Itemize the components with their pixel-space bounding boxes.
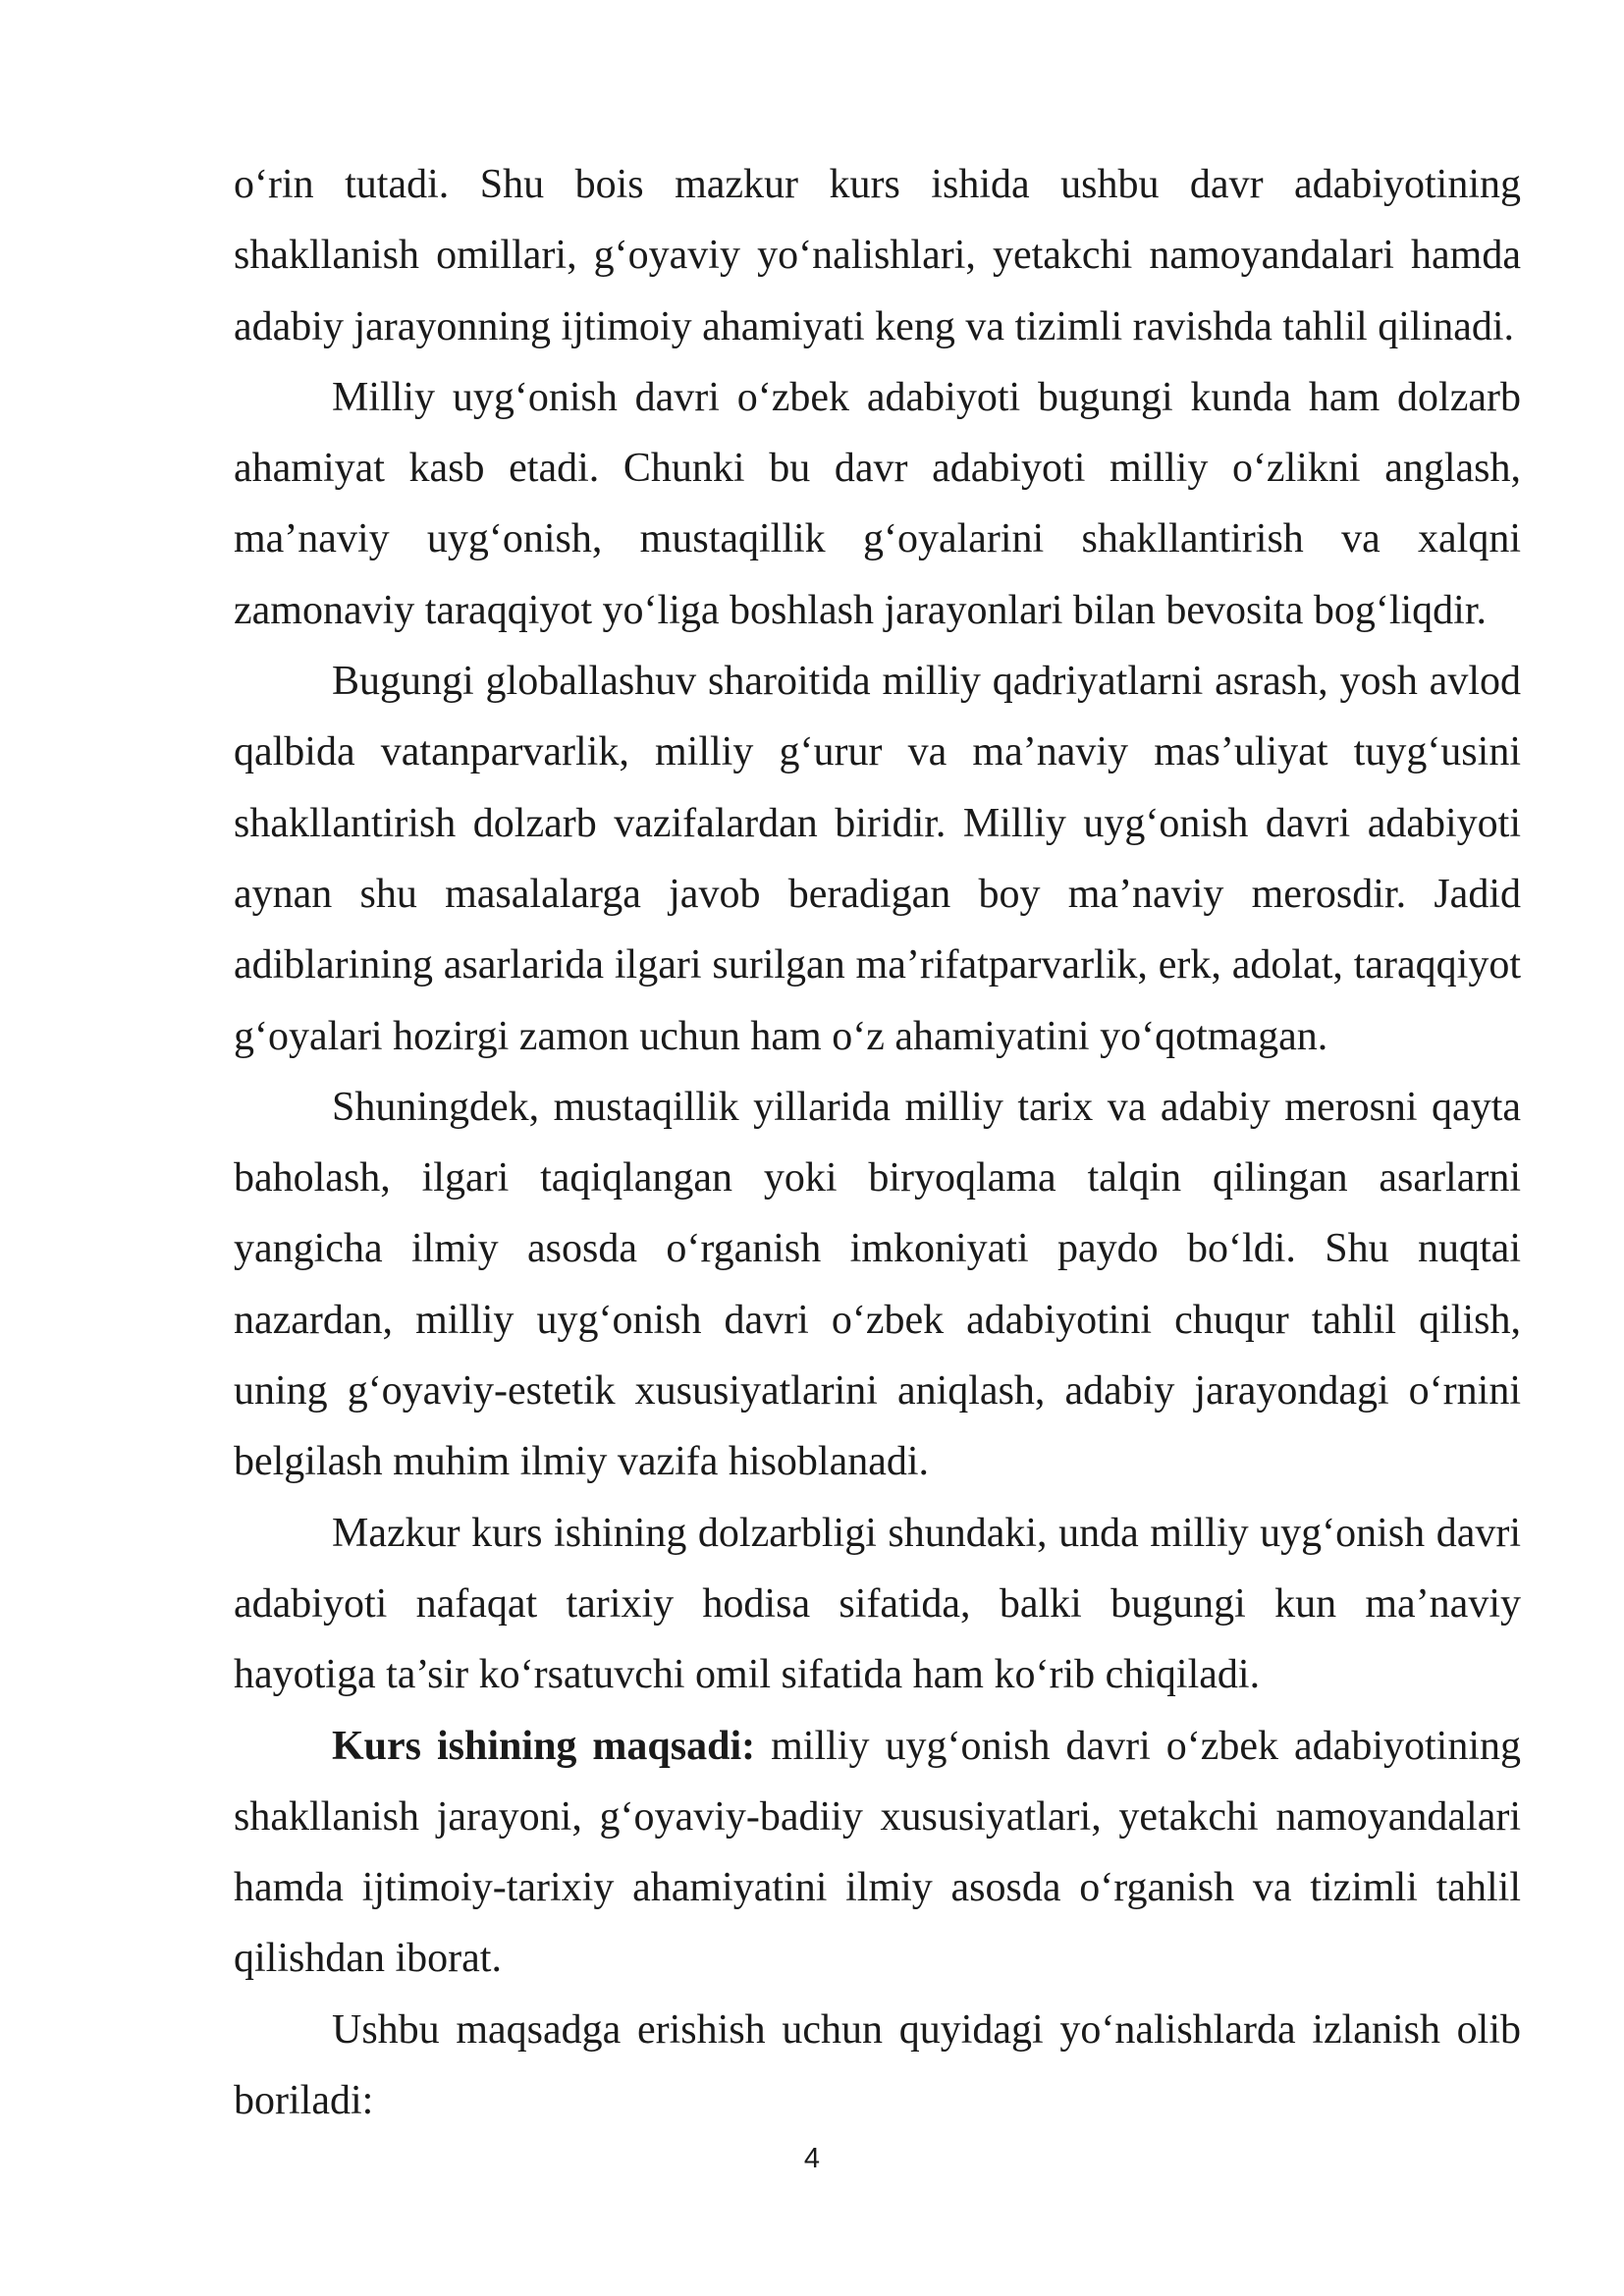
course-goal-heading: Kurs ishining maqsadi:: [332, 1723, 756, 1769]
paragraph-continuation: [234, 149, 1521, 362]
paragraph-course-goal: [234, 1711, 1521, 1995]
paragraph-research-directions: [234, 1995, 1521, 2137]
paragraph-text: Mazkur kurs ishining dolzarbligi shundaki, unda milliy uyg‘onish davri adabiyoti nafaqat tarixiy hodisa sifatida, balki bugungi kun ma’naviy hayotiga ta’sir ko‘rsatuvchi omil sifatida ham ko‘rib chiqiladi.: [234, 1510, 1521, 1698]
paragraph-course-relevance: [234, 1498, 1521, 1711]
paragraph-text: Bugungi globallashuv sharoitida milliy qadriyatlarni asrash, yosh avlod qalbida vatanparvarlik, milliy g‘urur va ma’naviy mas’uliyat tuyg‘usini shakllantirish dolzarb vazifalardan biridir. Milliy uyg‘onish davri adabiyoti aynan shu masalalarga javob beradigan boy ma’naviy merosdir. Jadid adiblarining asarlarida ilgari surilgan ma’rifatparvarlik, erk, adolat, taraqqiyot g‘oyalari hozirgi zamon uchun ham o‘z ahamiyatini yo‘qotmagan.: [234, 659, 1521, 1059]
paragraph-independence-years: [234, 1072, 1521, 1498]
paragraph-text: milliy uyg‘onish davri o‘zbek adabiyotining shakllanish jarayoni, g‘oyaviy-badiiy xususiyatlari, yetakchi namoyandalari hamda ijtimoiy-tarixiy ahamiyatini ilmiy asosda o‘rganish va tizimli tahlil qilishdan iborat.: [234, 1723, 1521, 1982]
paragraph-text: Milliy uyg‘onish davri o‘zbek adabiyoti bugungi kunda ham dolzarb ahamiyat kasb etadi. Chunki bu davr adabiyoti milliy o‘zlikni anglash, ma’naviy uyg‘onish, mustaqillik g‘oyalarini shakllantirish va xalqni zamonaviy taraqqiyot yo‘liga boshlash jarayonlari bilan bevosita bog‘liqdir.: [234, 374, 1521, 633]
page-number: 4: [803, 2143, 821, 2174]
paragraph-text: Shuningdek, mustaqillik yillarida milliy tarix va adabiy merosni qayta baholash, ilgari taqiqlangan yoki biryoqlama talqin qilingan asarlarni yangicha ilmiy asosda o‘rganish imkoniyati paydo bo‘ldi. Shu nuqtai nazardan, milliy uyg‘onish davri o‘zbek adabiyotini chuqur tahlil qilish, uning g‘oyaviy-estetik xususiyatlarini aniqlash, adabiy jarayondagi o‘rnini belgilash muhim ilmiy vazifa hisoblanadi.: [234, 1084, 1521, 1485]
paragraph-relevance: [234, 362, 1521, 646]
paragraph-globalization: [234, 646, 1521, 1072]
paragraph-text: Ushbu maqsadga erishish uchun quyidagi yo‘nalishlarda izlanish olib boriladi:: [234, 2006, 1521, 2124]
document-page: [234, 149, 1521, 2136]
paragraph-text: o‘rin tutadi. Shu bois mazkur kurs ishida ushbu davr adabiyotining shakllanish omillari, g‘oyaviy yo‘nalishlari, yetakchi namoyandalari hamda adabiy jarayonning ijtimoiy ahamiyati keng va tizimli ravishda tahlil qilinadi.: [234, 162, 1521, 349]
